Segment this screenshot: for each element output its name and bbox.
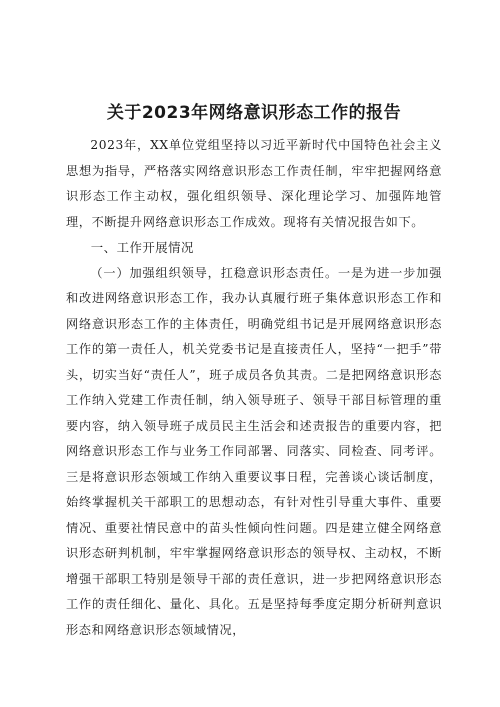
intro-paragraph: 2023年，XX单位党组坚持以习近平新时代中国特色社会主义思想为指导，严格落实网络意识形态工作责任制，牢牢把握网络意识形态工作主动权，强化组织领导、深化理论学习、加强阵地管理，不断提升网络意识形态工作成效。现将有关情况报告如下。 — [66, 138, 442, 229]
document-title: 关于2023年网络意识形态工作的报告 — [106, 103, 402, 123]
section-heading: 一、工作开展情况 — [90, 240, 194, 255]
body-paragraph: （一）加强组织领导，扛稳意识形态责任。一是为进一步加强和改进网络意识形态工作，我办认真履行班子集体意识形态工作和网络意识形态工作的主体责任，明确党组书记是开展网络意识形态工作的第一责任人，机关党委书记是直接责任人，坚持“一把手”带头，切实当好“责任人”，班子成员各负其责。二是把网络意识形态工作纳入党建工作责任制，纳入领导班子、领导干部目标管理的重要内容，纳入领导班子成员民主生活会和述责报告的重要内容，把网络意识形态工作与业务工作同部署、同落实、同检查、同考评。三是将意识形态领域工作纳入重要议事日程，完善谈心谈话制度，始终掌握机关干部职工的思想动态，有针对性引导重大事件、重要情况、重要社情民意中的苗头性倾向性问题。四是建立健全网络意识形态研判机制，牢牢掌握网络意识形态的领导权、主动权，不断增强干部职工特别是领导干部的责任意识，进一步把网络意识形态工作的责任细化、量化、具化。五是坚持每季度定期分析研判意识形态和网络意识形态领域情况， — [66, 265, 442, 637]
